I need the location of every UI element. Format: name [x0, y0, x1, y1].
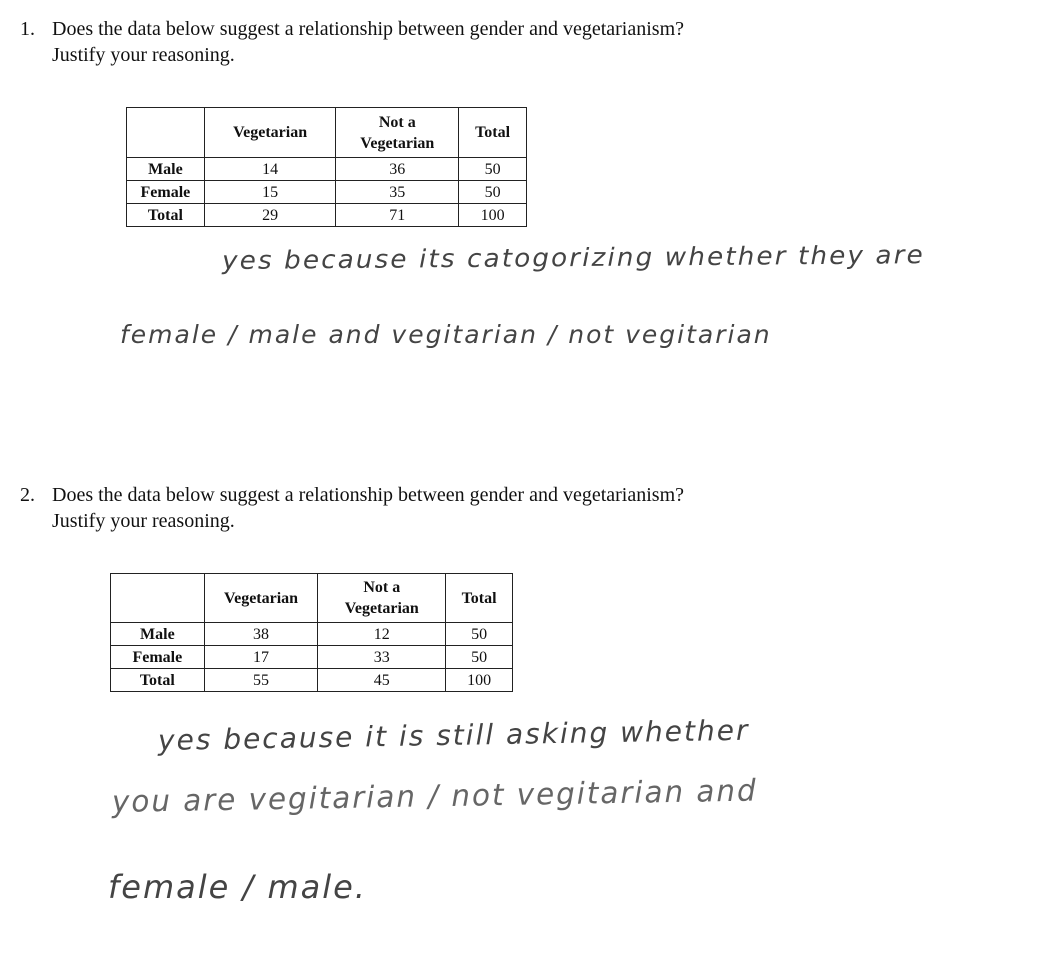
cell: 50	[459, 181, 527, 204]
table-row	[127, 204, 527, 227]
header-cell: Not a Vegetarian	[318, 574, 446, 623]
question-number: 2.	[20, 484, 35, 506]
table-2	[110, 573, 513, 692]
table-row	[111, 646, 513, 669]
cell: 17	[204, 646, 318, 669]
header-cell: Total	[459, 108, 527, 158]
cell: 15	[204, 181, 336, 204]
question-prompt-justify: Justify your reasoning.	[52, 44, 235, 66]
cell: 100	[459, 204, 527, 227]
cell: 35	[336, 181, 459, 204]
handwritten-answer-line: female / male and vegitarian / not vegitarian	[120, 320, 772, 349]
header-cell: Vegetarian	[204, 108, 336, 158]
header-cell: Not a Vegetarian	[336, 108, 459, 158]
question-prompt: Does the data below suggest a relationship between gender and vegetarianism?	[52, 18, 685, 40]
cell: 50	[446, 646, 513, 669]
row-label: Female	[127, 181, 205, 204]
handwritten-answer-line: you are vegitarian / not vegitarian and	[111, 773, 758, 820]
header-cell: Vegetarian	[204, 574, 318, 623]
cell: 45	[318, 669, 446, 692]
cell: 12	[318, 623, 446, 646]
question-number: 1.	[20, 18, 35, 40]
cell: 55	[204, 669, 318, 692]
table-1	[126, 107, 527, 227]
cell: 50	[459, 158, 527, 181]
header-cell	[127, 108, 205, 158]
row-label: Male	[127, 158, 205, 181]
question-prompt: Does the data below suggest a relationship between gender and vegetarianism?	[52, 484, 685, 506]
handwritten-answer-line: yes because it is still asking whether	[157, 713, 750, 757]
question-prompt-justify: Justify your reasoning.	[52, 510, 235, 532]
cell: 100	[446, 669, 513, 692]
cell: 50	[446, 623, 513, 646]
cell: 38	[204, 623, 318, 646]
cell: 14	[204, 158, 336, 181]
header-cell: Total	[446, 574, 513, 623]
table-row	[111, 669, 513, 692]
row-label: Total	[111, 669, 205, 692]
handwritten-answer-line: yes because its catogorizing whether they are	[221, 240, 925, 275]
row-label: Total	[127, 204, 205, 227]
table-row	[127, 158, 527, 181]
table-row	[127, 181, 527, 204]
row-label: Female	[111, 646, 205, 669]
header-cell	[111, 574, 205, 623]
cell: 29	[204, 204, 336, 227]
cell: 71	[336, 204, 459, 227]
table-row	[111, 623, 513, 646]
cell: 33	[318, 646, 446, 669]
handwritten-answer-line: female / male.	[108, 868, 367, 906]
row-label: Male	[111, 623, 205, 646]
cell: 36	[336, 158, 459, 181]
